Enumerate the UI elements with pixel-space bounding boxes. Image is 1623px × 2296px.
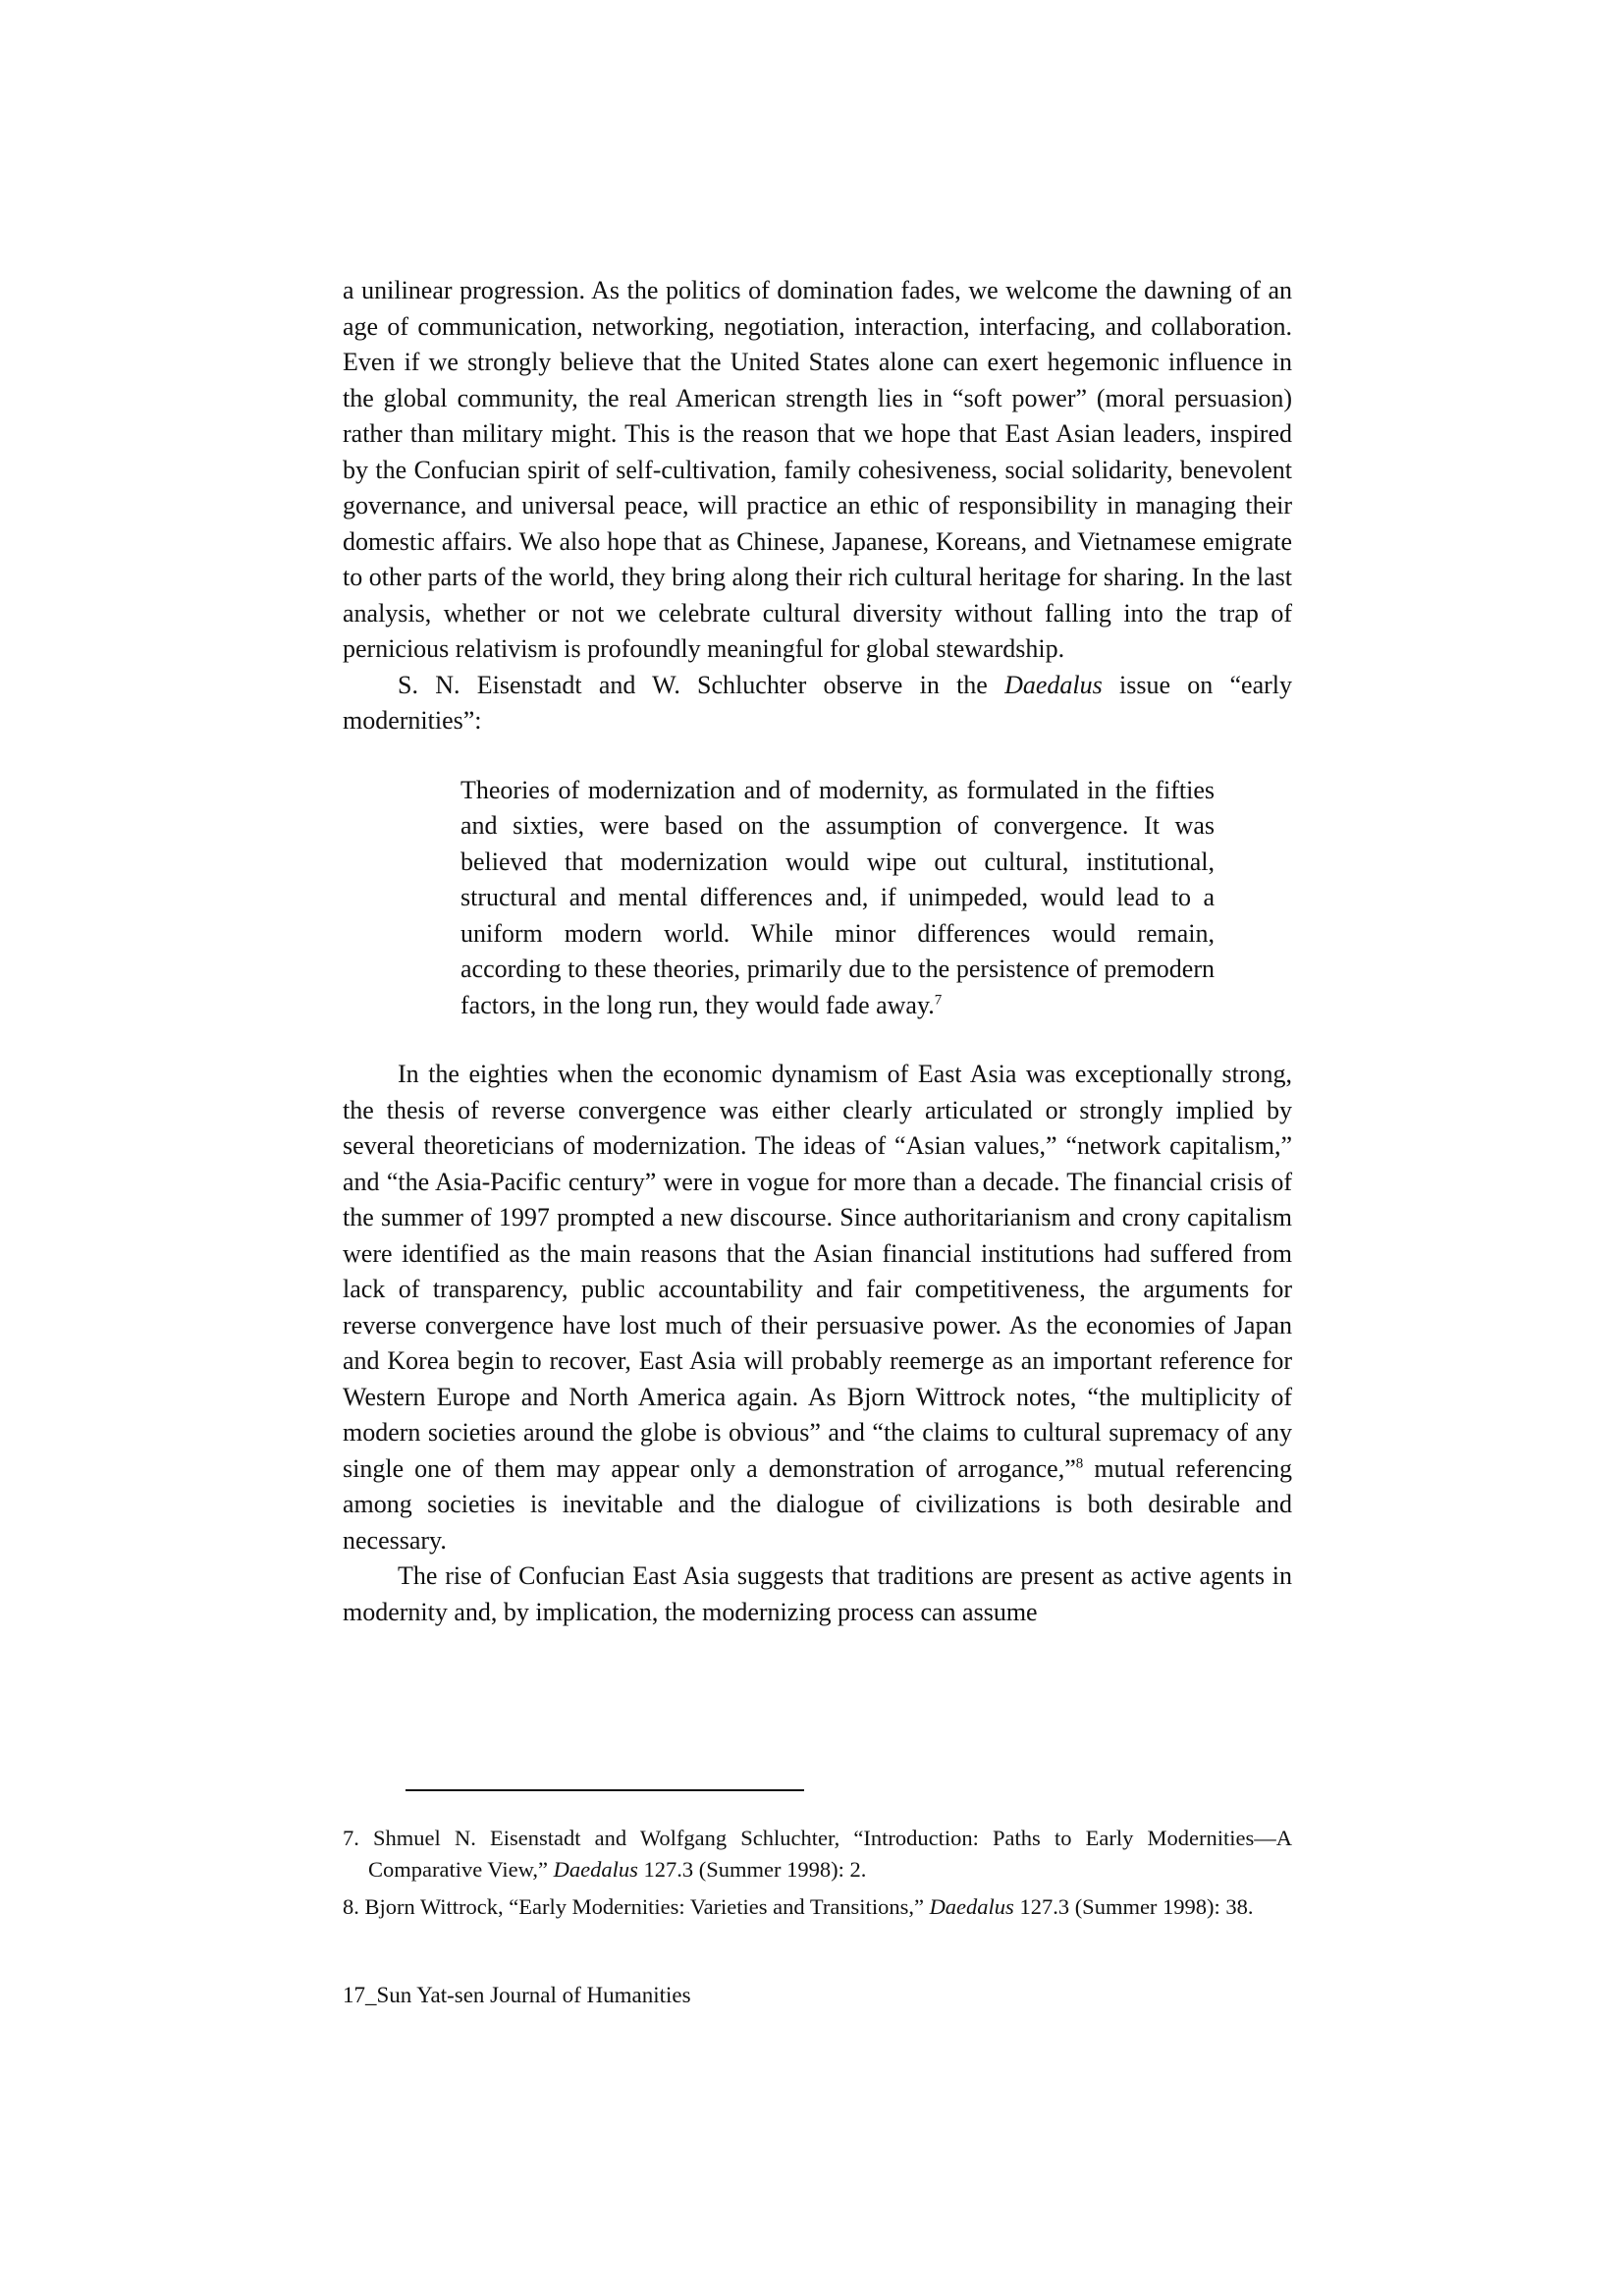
running-footer: 17_Sun Yat-sen Journal of Humanities [343, 1983, 691, 2007]
paragraph: S. N. Eisenstadt and W. Schluchter observe in the Daedalus issue on “early modernities”: [343, 670, 1292, 735]
footnote-8: 8. Bjorn Wittrock, “Early Modernities: Varieties and Transitions,” Daedalus 127.3 (Summer 1998): 38. [343, 1894, 1254, 1919]
journal-title: Daedalus [1004, 670, 1103, 699]
footnote-ref-8[interactable]: 8 [1075, 1454, 1084, 1471]
footnotes [343, 1823, 1292, 1929]
paragraph: a unilinear progression. As the politics of domination fades, we welcome the dawning of an age of communication, networking, negotiation, interaction, interfacing, and collaboration. Even if we strongly believe that the United States alone can exert hegemonic influence in the global community, the real American strength lies in “soft power” (moral persuasion) rather than military might. This is the reason that we hope that East Asian leaders, inspired by the Confucian spirit of self-cultivation, family cohesiveness, social solidarity, benevolent governance, and universal peace, will practice an ethic of responsibility in managing their domestic affairs. We also hope that as Chinese, Japanese, Koreans, and Vietnamese emigrate to other parts of the world, they bring along their rich cultural heritage for sharing. In the last analysis, whether or not we celebrate cultural diversity without falling into the trap of pernicious relativism is profoundly meaningful for global stewardship. [343, 276, 1292, 663]
footnote-divider [406, 1789, 804, 1791]
body-text [343, 273, 1292, 1630]
block-quote: Theories of modernization and of modernity, as formulated in the fifties and sixties, were based on the assumption of convergence. It was believed that modernization would wipe out cultural, institutional, structural and mental differences and, if unimpeded, would lead to a uniform modern world. While minor differences would remain, according to these theories, primarily due to the persistence of premodern factors, in the long run, they would fade away.$^7$ [460, 775, 1215, 1019]
footnote-ref-7[interactable]: 7 [934, 991, 943, 1008]
paragraph: The rise of Confucian East Asia suggests that traditions are present as active agents in modernity and, by implication, the modernizing process can assume [343, 1561, 1292, 1626]
paragraph: In the eighties when the economic dynamism of East Asia was exceptionally strong, the thesis of reverse convergence was either clearly articulated or strongly implied by several theoreticians of modernization. The ideas of “Asian values,” “network capitalism,” and “the Asia-Pacific century” were in vogue for more than a decade. The financial crisis of the summer of 1997 prompted a new discourse. Since authoritarianism and crony capitalism were identified as the main reasons that the Asian financial institutions had suffered from lack of transparency, public accountability and fair competitiveness, the arguments for reverse convergence have lost much of their persuasive power. As the economies of Japan and Korea begin to recover, East Asia will probably reemerge as an important reference for Western Europe and North America again. As Bjorn Wittrock notes, “the multiplicity of modern societies around the globe is obvious” and “the claims to cultural supremacy of any single one of them may appear only a demonstration of arrogance,”$^8$ mutual referencing among societies is inevitable and the dialogue of civilizations is both desirable and necessary. [343, 1060, 1292, 1555]
footnote-7: 7. Shmuel N. Eisenstadt and Wolfgang Schluchter, “Introduction: Paths to Early Modernities—A Comparative View,” Daedalus 127.3 (Summer 1998): 2. [343, 1826, 1292, 1882]
